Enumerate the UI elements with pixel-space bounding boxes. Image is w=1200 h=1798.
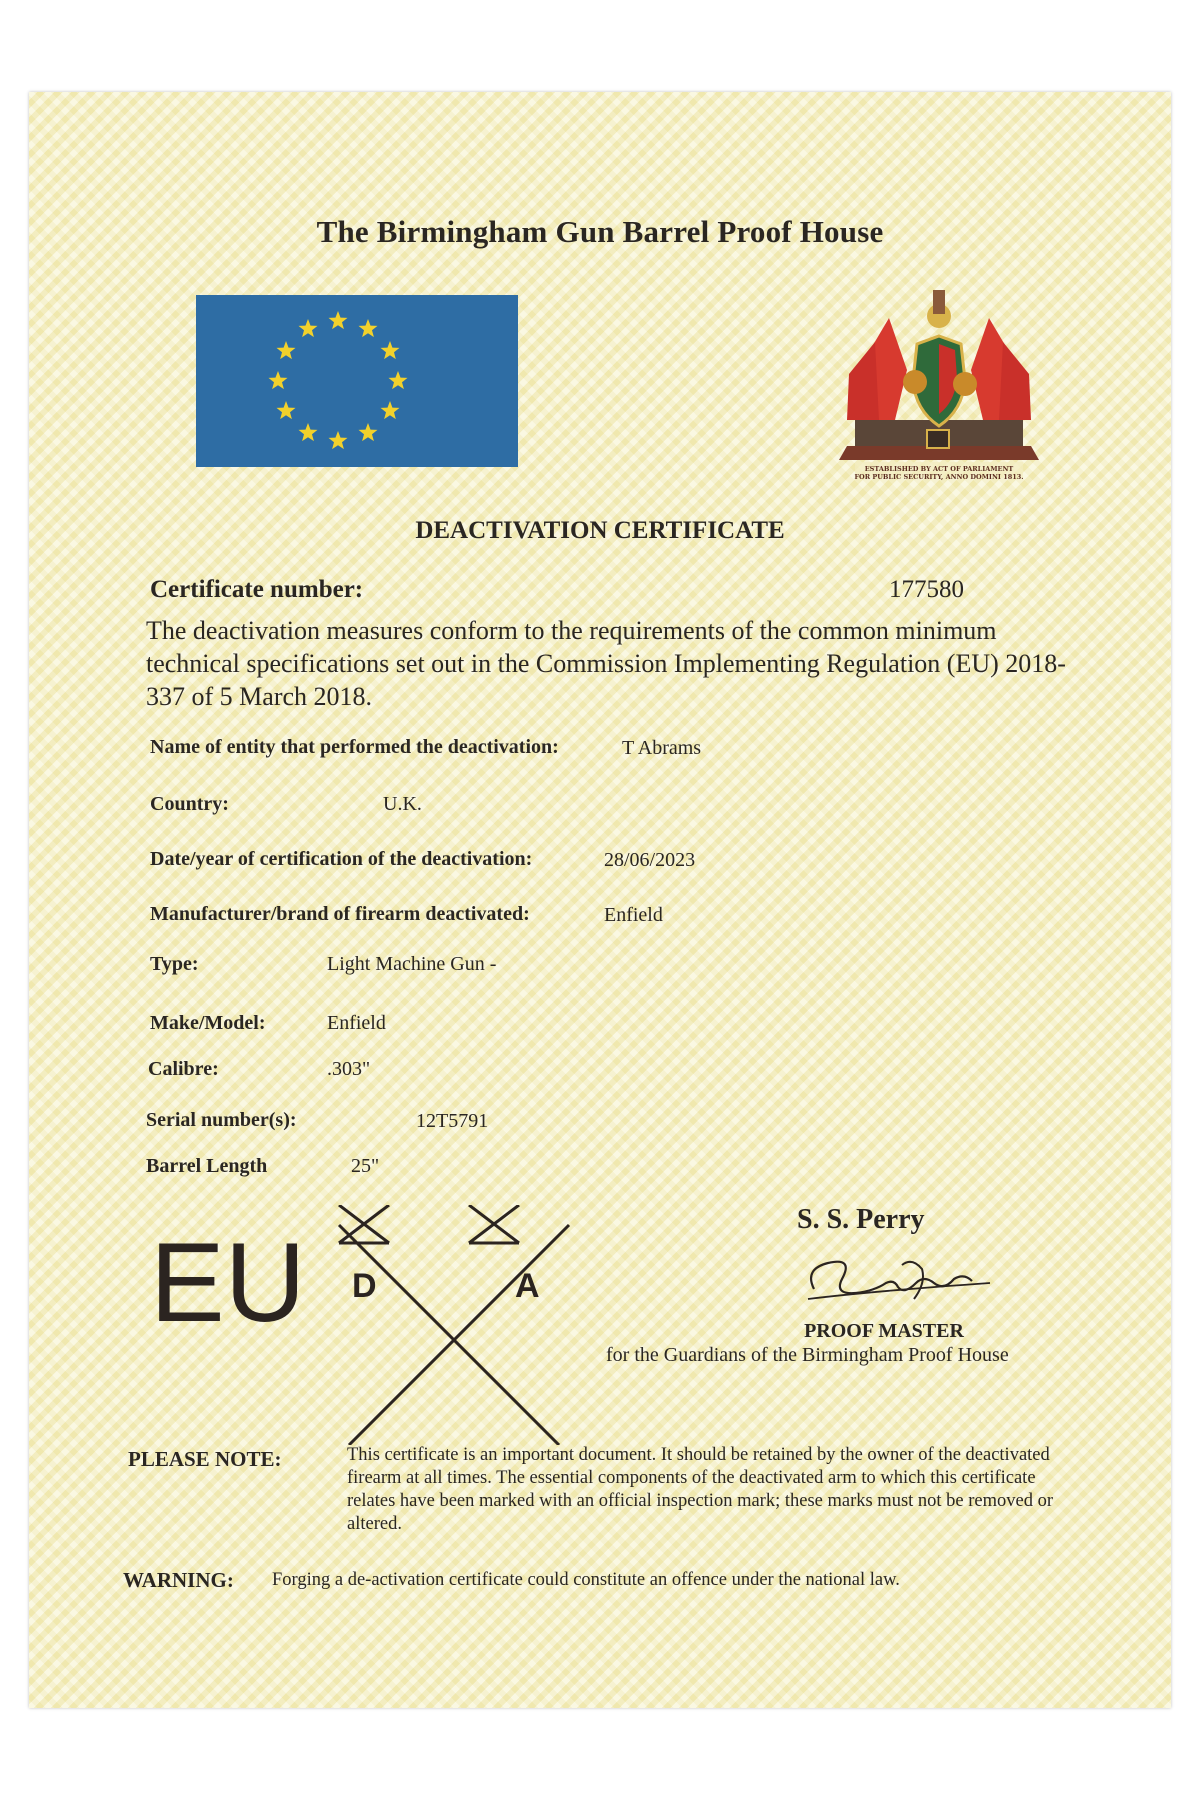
eu-mark-text: EU	[150, 1220, 306, 1345]
deactivation-mark-icon	[319, 1205, 589, 1450]
signer-organisation: for the Guardians of the Birmingham Proof House	[606, 1344, 1009, 1366]
warning-text: Forging a de-activation certificate could constitute an offence under the national law.	[272, 1570, 900, 1590]
field-label-type: Type:	[150, 953, 199, 975]
field-value-date: 28/06/2023	[604, 849, 696, 871]
warning-label: WARNING:	[123, 1568, 234, 1592]
mark-letter-a: A	[515, 1267, 540, 1305]
field-value-calibre: .303"	[327, 1058, 371, 1080]
crest-icon	[819, 270, 1059, 500]
mark-letter-d: D	[352, 1267, 377, 1305]
please-note-label: PLEASE NOTE:	[128, 1447, 282, 1471]
flag-star	[359, 319, 378, 337]
crest-caption-line1: ESTABLISHED BY ACT OF PARLIAMENT	[864, 465, 1014, 473]
field-label-barrel-length: Barrel Length	[146, 1155, 268, 1177]
field-value-make-model: Enfield	[327, 1012, 386, 1034]
field-value-barrel-length: 25"	[351, 1155, 380, 1177]
flag-star	[381, 341, 400, 359]
field-label-calibre: Calibre:	[148, 1058, 219, 1080]
coat-of-arms-image	[819, 270, 1059, 500]
field-label-make-model: Make/Model:	[150, 1012, 266, 1034]
flag-star	[329, 431, 348, 449]
flag-star	[381, 401, 400, 419]
field-value-manufacturer: Enfield	[604, 904, 663, 926]
eu-flag-image	[196, 295, 518, 467]
field-value-serial: 12T5791	[416, 1110, 489, 1132]
field-value-country: U.K.	[383, 793, 422, 815]
page-title: The Birmingham Gun Barrel Proof House	[316, 214, 884, 249]
field-value-entity: T Abrams	[622, 737, 702, 759]
field-label-entity: Name of entity that performed the deactivation:	[150, 736, 559, 758]
flag-star	[277, 401, 296, 419]
flag-star	[269, 371, 288, 389]
certificate-number-value: 177580	[889, 576, 964, 603]
signer-role: PROOF MASTER	[804, 1320, 964, 1342]
eu-stars-icon	[196, 295, 518, 467]
flag-star	[329, 311, 348, 329]
certificate-number-label: Certificate number:	[150, 576, 364, 603]
signature-image	[794, 1249, 994, 1324]
flag-star	[299, 319, 318, 337]
flag-star	[389, 371, 408, 389]
flag-star	[277, 341, 296, 359]
flag-star	[299, 423, 318, 441]
certificate-intro-text: The deactivation measures conform to the requirements of the common minimum technical specifications set out in the Commission Implementing Regulation (EU) 2018-337 of 5 March 2018.	[146, 616, 1066, 711]
field-label-serial: Serial number(s):	[146, 1109, 297, 1131]
certificate-heading: DEACTIVATION CERTIFICATE	[415, 517, 785, 544]
crest-caption-line2: FOR PUBLIC SECURITY, ANNO DOMINI 1813.	[854, 473, 1024, 481]
flag-star	[359, 423, 378, 441]
certificate-paper	[29, 92, 1171, 1708]
field-label-country: Country:	[150, 793, 229, 815]
field-value-type: Light Machine Gun -	[327, 953, 497, 975]
field-label-date: Date/year of certification of the deactivation:	[150, 848, 533, 870]
signer-name: S. S. Perry	[797, 1204, 925, 1235]
field-label-manufacturer: Manufacturer/brand of firearm deactivated:	[150, 903, 530, 925]
please-note-text: This certificate is an important document. It should be retained by the owner of the deactivated firearm at all times. The essential components of the deactivated arm to which this certificate relates have been marked with an official inspection mark; these marks must not be removed or altered.	[347, 1445, 1054, 1534]
